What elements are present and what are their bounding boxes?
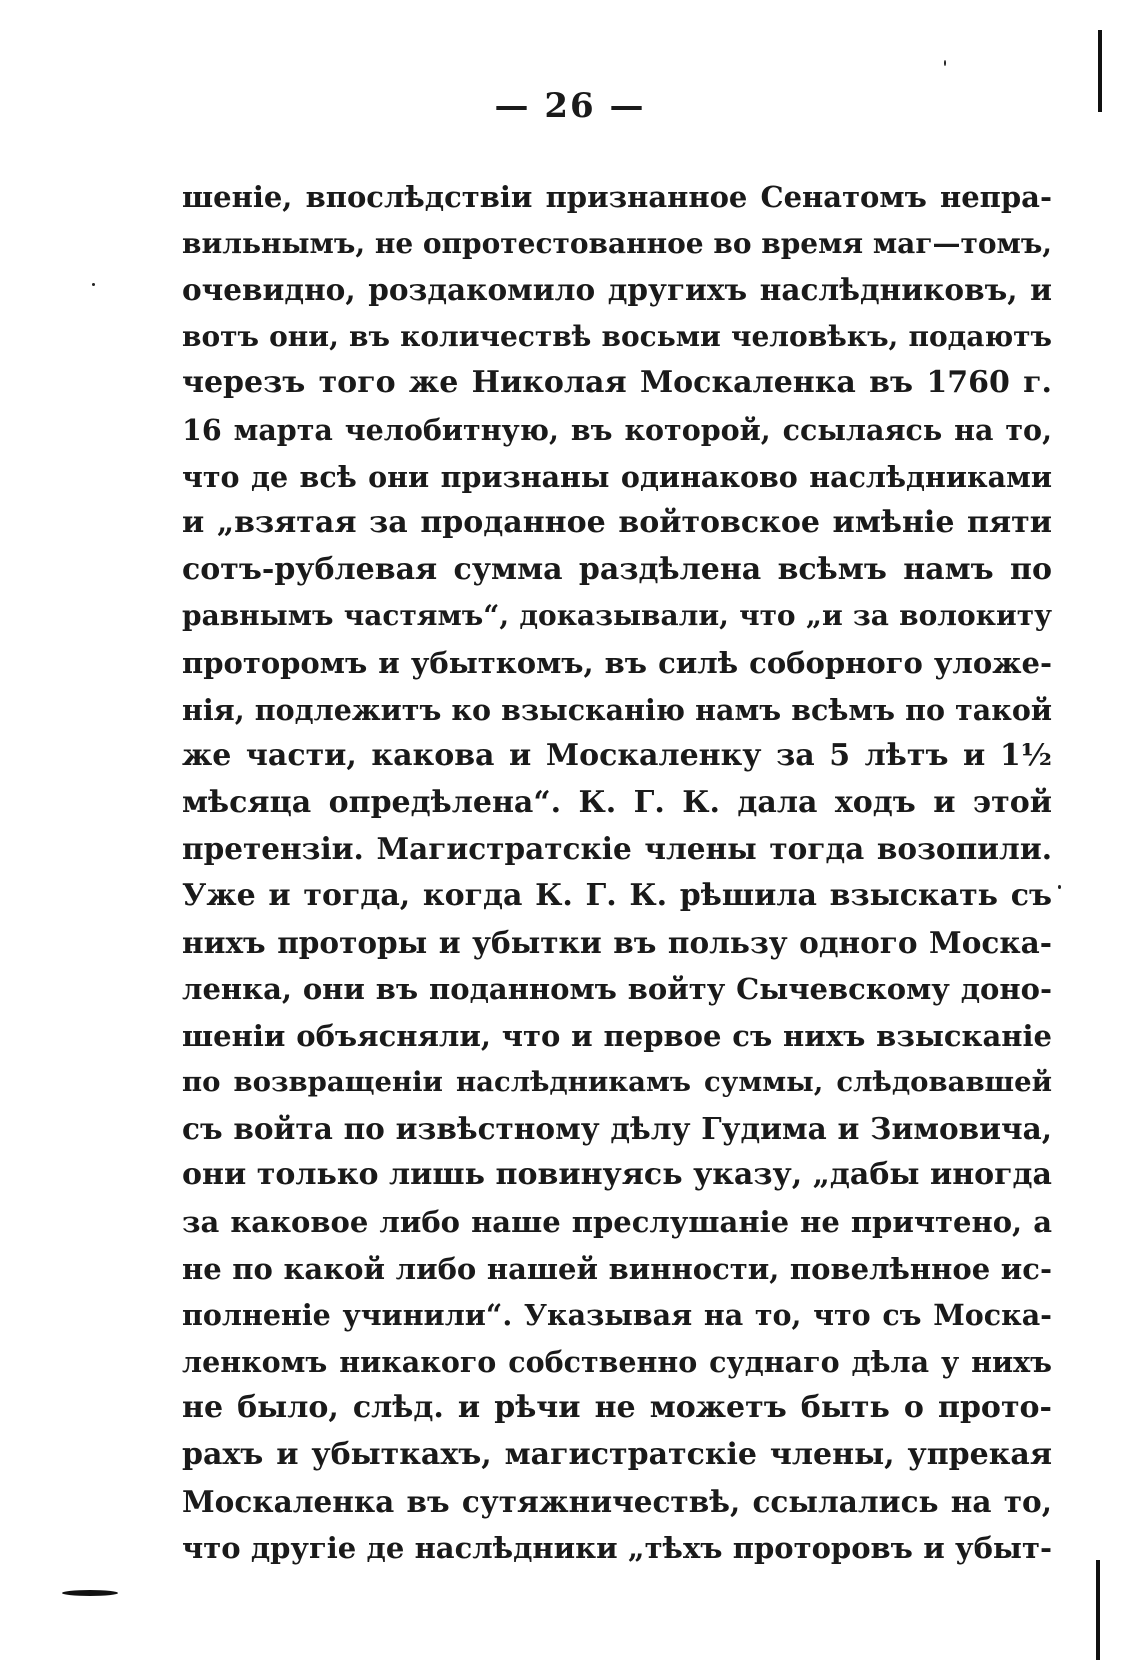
body-text	[182, 174, 1052, 1572]
text-line: равнымъ частямъ“, доказывали, что „и за волокиту	[182, 599, 1052, 633]
text-line: не по какой либо нашей винности, повелѣнное ис-	[182, 1251, 1052, 1286]
text-line: черезъ того же Николая Москаленка въ 1760 г.	[182, 365, 1052, 401]
text-line: шеніи объясняли, что и первое съ нихъ взысканіе	[182, 1018, 1052, 1053]
scan-edge-mark	[62, 1590, 118, 1596]
text-line: что другіе де наслѣдники „тѣхъ проторовъ и убыт-	[182, 1531, 1052, 1566]
text-line: что де всѣ они признаны одинаково наслѣдниками	[182, 459, 1052, 494]
text-line: Москаленка въ сутяжничествѣ, ссылались на то,	[182, 1483, 1052, 1519]
text-line: претензіи. Магистратскіе члены тогда возопили.	[182, 831, 1052, 867]
page-number: — 26 —	[494, 86, 646, 126]
text-line: полненіе учинили“. Указывая на то, что съ Моска-	[182, 1298, 1052, 1333]
text-line: нія, подлежитъ ко взысканію намъ всѣмъ по такой	[182, 692, 1052, 727]
text-line: ленка, они въ поданномъ войту Сычевскому доно-	[182, 972, 1052, 1007]
scan-edge-mark	[1096, 1560, 1100, 1660]
text-line: Уже и тогда, когда К. Г. К. рѣшила взыскать съ	[182, 877, 1052, 913]
text-line: вотъ они, въ количествѣ восьми человѣкъ, подаютъ	[182, 319, 1052, 353]
text-line: мѣсяца опредѣлена“. К. Г. К. дала ходъ и этой	[182, 784, 1052, 820]
text-line: шеніе, впослѣдствіи признанное Сенатомъ непра-	[182, 180, 1052, 214]
scan-speck	[944, 60, 946, 66]
text-line: ленкомъ никакого собственно суднаго дѣла у нихъ	[182, 1344, 1052, 1379]
text-line: и „взятая за проданное войтовское имѣніе пяти	[182, 505, 1052, 541]
text-line: сотъ-рублевая сумма раздѣлена всѣмъ намъ по	[182, 551, 1052, 587]
text-line: съ войта по извѣстному дѣлу Гудима и Зимовича,	[182, 1110, 1052, 1146]
text-line: вильнымъ, не опротестованное во время маг—томъ,	[182, 226, 1053, 260]
text-line: 16 марта челобитную, въ которой, ссылаясь на то,	[182, 412, 1052, 447]
text-line: они только лишь повинуясь указу, „дабы иногда	[182, 1157, 1052, 1193]
text-line: рахъ и убыткахъ, магистратскіе члены, упрекая	[182, 1437, 1052, 1473]
text-line: не было, слѣд. и рѣчи не можетъ быть о прото-	[182, 1390, 1052, 1426]
text-line: по возвращеніи наслѣдникамъ суммы, слѣдовавшей	[182, 1066, 1052, 1099]
text-line: очевидно, роздакомило другихъ наслѣдниковъ, и	[182, 272, 1052, 308]
scan-speck	[92, 283, 95, 286]
scan-speck	[1058, 885, 1061, 889]
text-line: же части, какова и Москаленку за 5 лѣтъ и 1½	[182, 738, 1052, 774]
text-line: проторомъ и убыткомъ, въ силѣ соборного уложе-	[182, 645, 1052, 680]
text-line: за каковое либо наше преслушаніе не причтено, а	[182, 1205, 1052, 1240]
text-line: нихъ проторы и убытки въ пользу одного Моска-	[182, 924, 1052, 960]
